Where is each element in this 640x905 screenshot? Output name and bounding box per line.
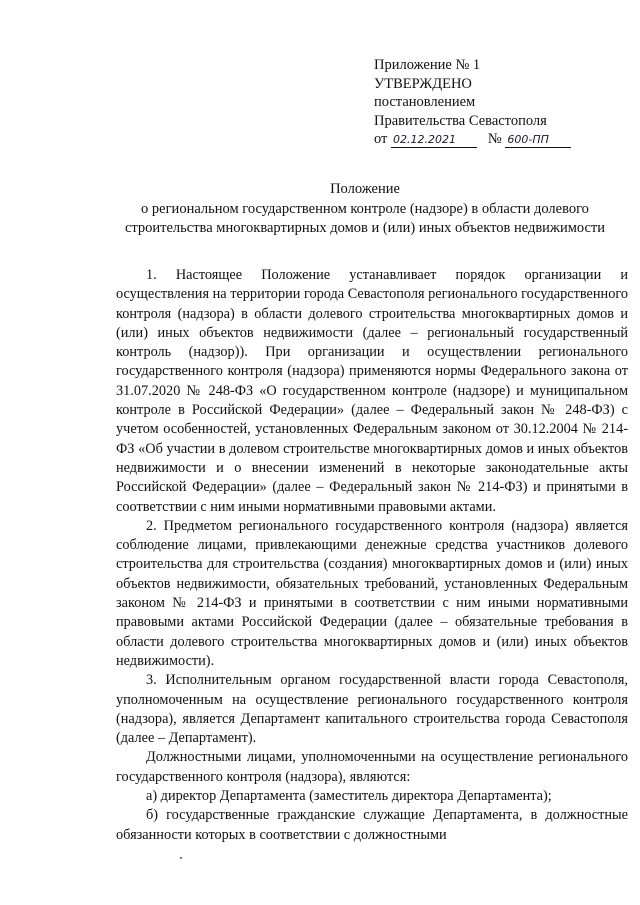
government-label: Правительства Севастополя <box>374 112 547 129</box>
handwritten-number: 600-ПП <box>505 133 571 148</box>
paragraph-2: 2. Предметом регионального государственного контроля (надзора) является соблюдение лицами, привлекающими денежные средства участников долевого строительства для строительства (создания) многоквартирных домов и (или) иных объектов недвижимости, обязательных требований, установленных Федеральным законом № 214-ФЗ и принятыми в соответствии с ним иными нормативными правовыми актами Российской Федерации (далее – обязательные требования в области долевого строительства многоквартирных домов и (или) иных объектов недвижимости). <box>116 517 628 669</box>
scan-speck <box>180 857 182 859</box>
document-title <box>100 180 630 239</box>
appendix-label: Приложение № 1 <box>374 57 481 73</box>
paragraph-officials: Должностными лицами, уполномоченными на осуществление регионального государственного контроля (надзора), являются: <box>116 749 628 785</box>
paragraph-3: 3. Исполнительным органом государственной власти города Севастополя, уполномоченным на осуществление регионального государственного контроля (надзора), является Департамент капитального строительства города Севастополя (далее – Департамент). <box>116 672 628 747</box>
title-heading: Положение <box>330 181 400 197</box>
date-number-line <box>374 130 624 149</box>
approved-label: УТВЕРЖДЕНО <box>374 75 472 92</box>
list-item-a: а) директор Департамента (заместитель директора Департамента); <box>146 788 552 805</box>
list-item-b: б) государственные гражданские служащие Департамента, в должностные обязанности которых в соответствии с должностными <box>116 807 628 843</box>
document-body <box>116 266 628 845</box>
date-prefix: от <box>374 131 388 147</box>
handwritten-date: 02.12.2021 <box>391 133 477 148</box>
approval-block <box>374 56 624 149</box>
paragraph-1: 1. Настоящее Положение устанавливает порядок организации и осуществления на территории города Севастополя регионального государственного контроля (надзора) в области долевого строительства многоквартирных домов и (или) иных объектов недвижимости (далее – региональный государственный контроль (надзор)). При организации и осуществлении регионального государственного контроля (надзора) применяются нормы Федерального закона от 31.07.2020 № 248-ФЗ «О государственном контроле (надзоре) и муниципальном контроле в Российской Федерации» (далее – Федеральный закон № 248-ФЗ) с учетом особенностей, установленных Федеральным законом от 30.12.2004 № 214-ФЗ «Об участии в долевом строительстве многоквартирных домов и иных объектов недвижимости и о внесении изменений в некоторые законодательные акты Российской Федерации» (далее – Федеральный закон № 214-ФЗ) и принятыми в соответствии с ним иными нормативными правовыми актами. <box>116 267 628 515</box>
by-decree-label: постановлением <box>374 94 476 110</box>
number-prefix: № <box>487 131 502 147</box>
title-subtitle: о региональном государственном контроле (надзоре) в области долевого строительства многоквартирных домов и (или) иных объектов недвижимости <box>124 200 606 236</box>
